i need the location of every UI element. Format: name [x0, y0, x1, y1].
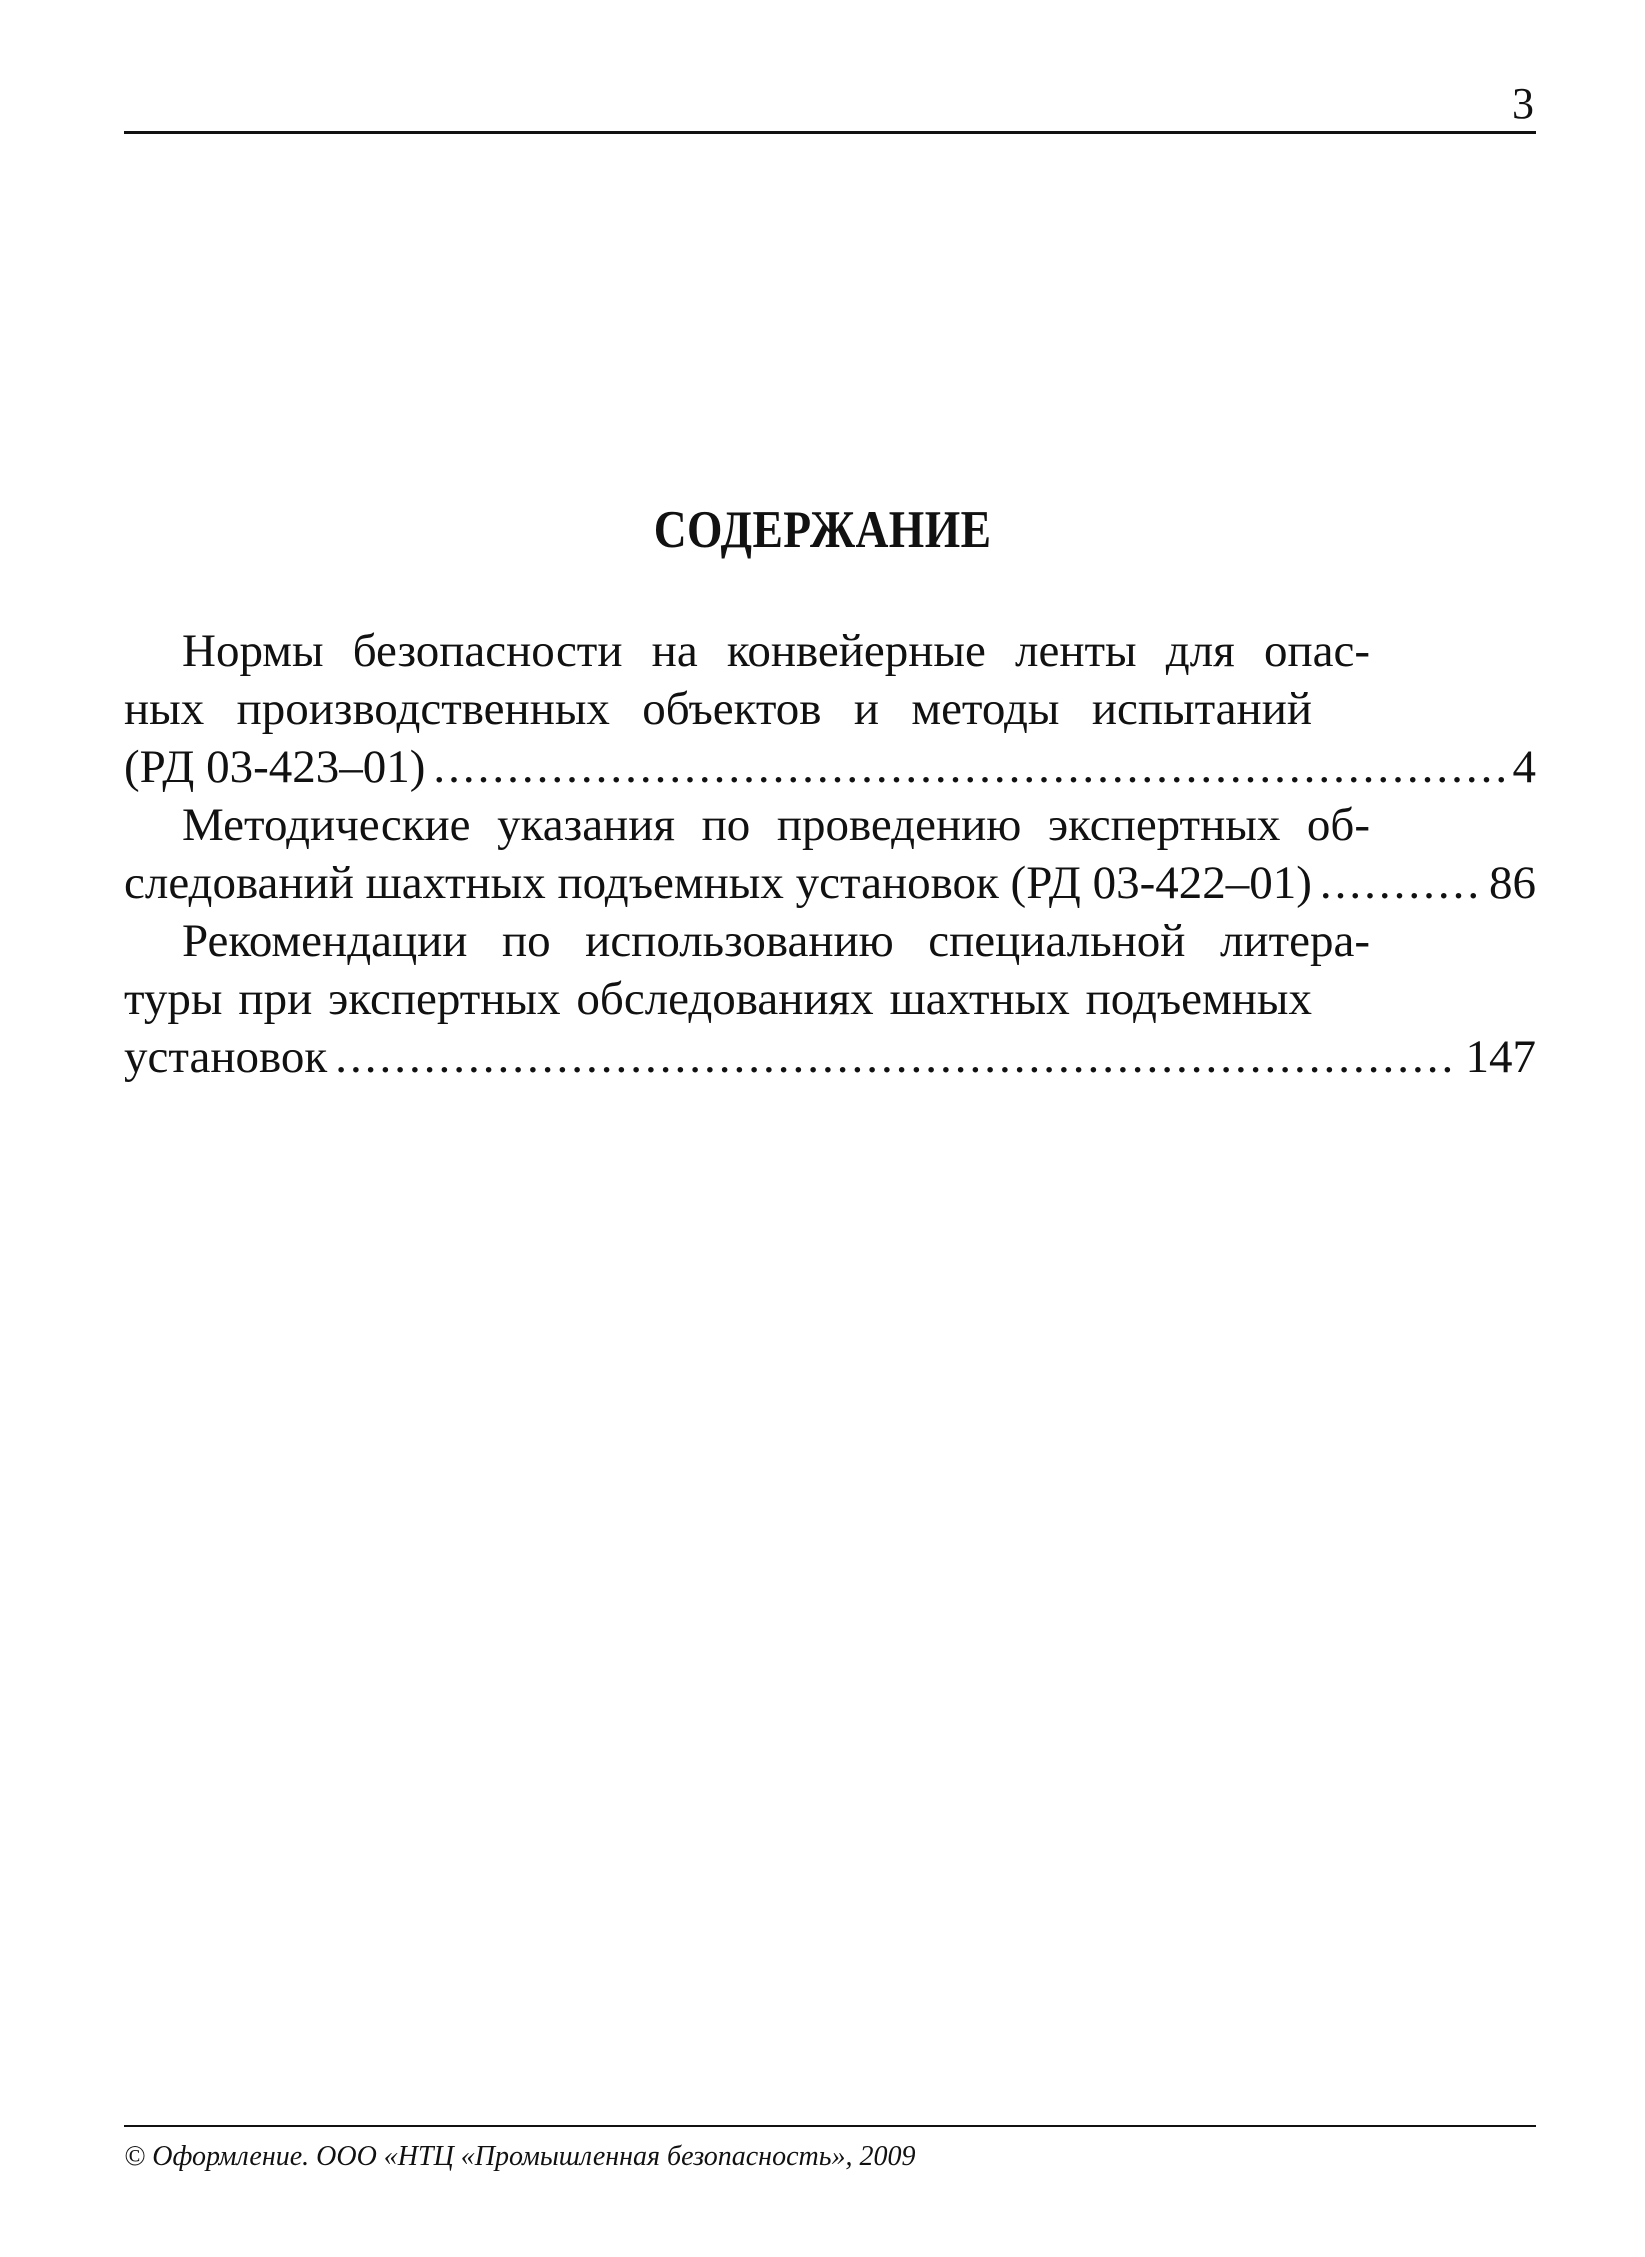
- toc-entry-title-line: ных производственных объектов и методы испытаний: [124, 683, 1312, 735]
- toc-entry-page: 86: [1489, 857, 1536, 909]
- toc-leader-dots: [1320, 854, 1481, 912]
- page-number: 3: [1512, 79, 1534, 128]
- toc-entry-page: 4: [1512, 741, 1536, 793]
- header-rule: [124, 131, 1536, 134]
- toc-entry-title-line: Нормы безопасности на конвейерные ленты для опас-: [182, 625, 1370, 677]
- toc-entry-title-line: туры при экспертных обследованиях шахтных подъемных: [124, 973, 1312, 1025]
- toc-entry-title-end: следований шахтных подъемных установок (РД 03-422–01): [124, 857, 1312, 909]
- toc-entry-title-line: Методические указания по проведению экспертных об-: [182, 799, 1370, 851]
- toc-entry-last-line: [124, 738, 1536, 796]
- toc-entry[interactable]: [124, 912, 1536, 1086]
- copyright-footer: © Оформление. ООО «НТЦ «Промышленная безопасность», 2009: [124, 2141, 916, 2172]
- toc-entry[interactable]: [124, 622, 1536, 796]
- toc-leader-dots: [335, 1028, 1457, 1086]
- toc-leader-dots: [433, 738, 1504, 796]
- toc-entry-title-end: (РД 03-423–01): [124, 741, 426, 793]
- table-of-contents: [124, 622, 1536, 1086]
- toc-entry-last-line: [124, 1028, 1536, 1086]
- toc-entry-title-end: установок: [124, 1031, 328, 1083]
- toc-entry-last-line: [124, 854, 1536, 912]
- toc-entry-page: 147: [1465, 1031, 1536, 1083]
- toc-entry[interactable]: [124, 796, 1536, 912]
- footer-rule: [124, 2125, 1536, 2127]
- toc-heading: СОДЕРЖАНИЕ: [653, 501, 992, 559]
- toc-entry-title-line: Рекомендации по использованию специальной литера-: [182, 915, 1370, 967]
